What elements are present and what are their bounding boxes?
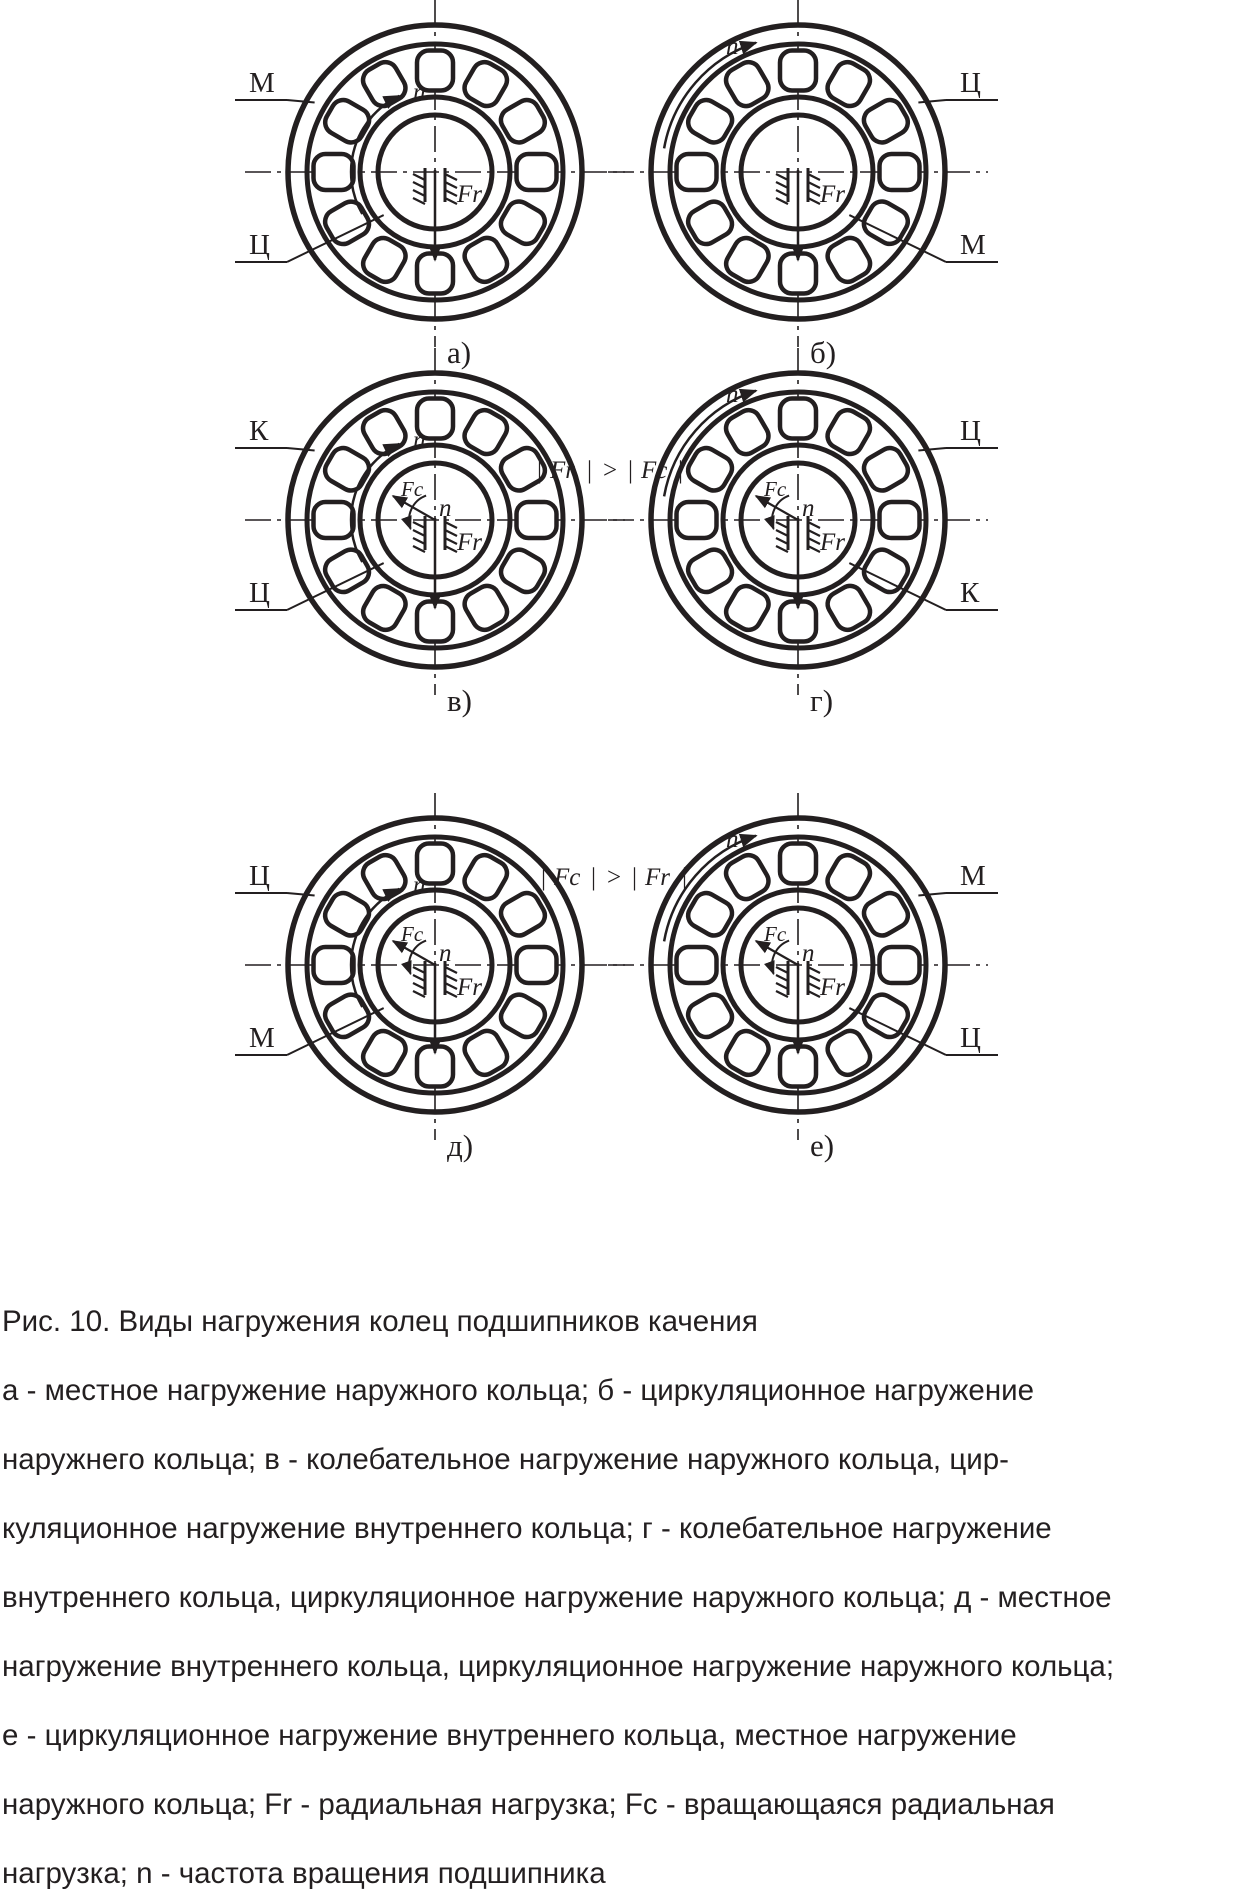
fc-label: Fc	[401, 922, 424, 946]
rotating-load	[756, 477, 815, 529]
ring-label-leader	[918, 67, 998, 103]
panel-sublabel: в)	[447, 683, 472, 718]
rolling-element	[880, 154, 920, 190]
ring-label: Ц	[249, 577, 270, 609]
caption-line: наружнего кольца; в - колебательное нагружение наружного кольца, цир-	[2, 1443, 1009, 1476]
fr-label: Fr	[457, 181, 482, 208]
ring-label: Ц	[960, 1022, 981, 1054]
caption-title: Рис. 10. Виды нагружения колец подшипников качения	[2, 1305, 758, 1338]
rolling-element	[780, 844, 816, 884]
bearing-panel-v	[235, 348, 625, 718]
rolling-element	[780, 399, 816, 439]
ring-label: М	[249, 67, 275, 99]
cond2-b: Fr	[645, 864, 670, 891]
fc-label: Fc	[764, 477, 787, 501]
fc-speed-label: n	[439, 495, 452, 522]
svg-text:|: |	[537, 457, 543, 484]
ring-label: Ц	[249, 229, 270, 261]
cond1-b: Fc	[641, 457, 668, 484]
rolling-element	[314, 154, 354, 190]
bearing-panel-e	[608, 793, 998, 1163]
ring-label: К	[249, 415, 269, 447]
svg-text:|: |	[587, 457, 593, 484]
svg-text:|: |	[632, 864, 638, 891]
svg-text:|: |	[628, 457, 634, 484]
caption-line: куляционное нагружение внутреннего кольца; г - колебательное нагружение	[2, 1512, 1052, 1545]
bearing-panel-g	[608, 348, 998, 718]
caption-line: е - циркуляционное нагружение внутреннего кольца, местное нагружение	[2, 1719, 1017, 1752]
ring-label-leader	[235, 415, 315, 451]
condition-fc-greater-fr	[541, 864, 687, 891]
fr-label: Fr	[820, 529, 845, 556]
rolling-element	[677, 154, 717, 190]
rolling-element	[880, 502, 920, 538]
ring-label: К	[960, 577, 980, 609]
ring-label: М	[960, 860, 986, 892]
ring-label-leader	[918, 860, 998, 896]
fc-speed-label: n	[802, 495, 815, 522]
ring-label-leader	[235, 860, 315, 896]
rotating-load	[393, 477, 452, 529]
panel-sublabel: д)	[447, 1128, 474, 1163]
ring-label: Ц	[249, 860, 270, 892]
svg-text:|: |	[682, 864, 688, 891]
fc-speed-label: n	[802, 940, 815, 967]
cond1-a: Fr	[550, 457, 575, 484]
caption-line: нагружение внутреннего кольца, циркуляционное нагружение наружного кольца;	[2, 1650, 1115, 1683]
svg-text:|: |	[678, 457, 684, 484]
outer-speed-label: n	[726, 826, 739, 853]
outer-speed-label: n	[726, 33, 739, 60]
rotating-load	[393, 922, 452, 974]
fr-label: Fr	[820, 974, 845, 1001]
rolling-element	[314, 947, 354, 983]
cond1-op: >	[603, 457, 618, 484]
ring-label: М	[960, 229, 986, 261]
fc-label: Fc	[764, 922, 787, 946]
rolling-element	[677, 502, 717, 538]
bearing-panel-a	[235, 0, 625, 370]
panel-sublabel: г)	[810, 683, 834, 718]
inner-speed-label: n	[413, 427, 426, 454]
fr-label: Fr	[820, 181, 845, 208]
ring-label-leader	[918, 415, 998, 451]
rotating-load	[756, 922, 815, 974]
ring-label: М	[249, 1022, 275, 1054]
inner-speed-label: n	[413, 79, 426, 106]
fc-label: Fc	[401, 477, 424, 501]
bearing-panel-b	[608, 0, 998, 370]
panel-sublabel: е)	[810, 1128, 835, 1163]
ring-label: Ц	[960, 67, 981, 99]
caption-line: а - местное нагружение наружного кольца; б - циркуляционное нагружение	[2, 1374, 1034, 1407]
caption-line: наружного кольца; Fr - радиальная нагрузка; Fc - вращающаяся радиальная	[2, 1788, 1055, 1821]
rolling-element	[314, 502, 354, 538]
outer-speed-label: n	[726, 381, 739, 408]
rolling-element	[517, 502, 557, 538]
ring-label: Ц	[960, 415, 981, 447]
rolling-element	[677, 947, 717, 983]
panel-sublabel: а)	[447, 335, 472, 370]
fr-label: Fr	[457, 974, 482, 1001]
fc-speed-label: n	[439, 940, 452, 967]
rolling-element	[780, 51, 816, 91]
svg-text:|: |	[591, 864, 597, 891]
ring-label-leader	[235, 67, 315, 103]
rolling-element	[517, 947, 557, 983]
inner-speed-label: n	[413, 872, 426, 899]
fr-label: Fr	[457, 529, 482, 556]
caption-line: внутреннего кольца, циркуляционное нагружение наружного кольца; д - местное	[2, 1581, 1112, 1614]
cond2-op: >	[607, 864, 622, 891]
svg-text:|: |	[541, 864, 547, 891]
bearing-panel-d	[235, 793, 625, 1163]
caption-line: нагрузка; n - частота вращения подшипника	[2, 1857, 606, 1890]
rolling-element	[880, 947, 920, 983]
rolling-element	[517, 154, 557, 190]
panel-sublabel: б)	[810, 335, 837, 370]
condition-fr-greater-fc	[537, 457, 683, 484]
cond2-a: Fc	[554, 864, 581, 891]
